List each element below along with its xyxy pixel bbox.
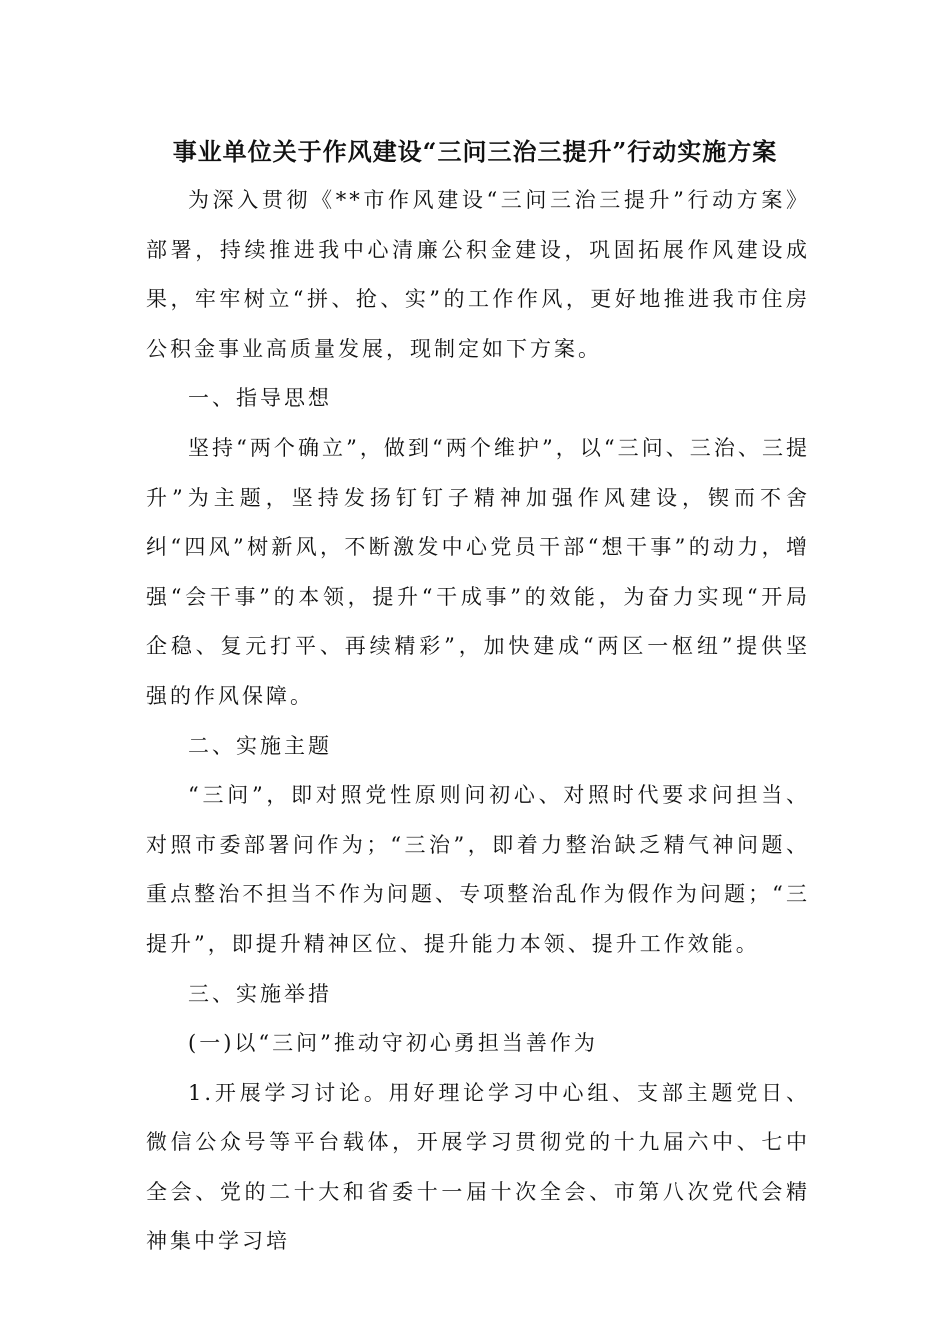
paragraph-theme: “三问”，即对照党性原则问初心、对照时代要求问担当、对照市委部署问作为；“三治”，即着力整治缺乏精气神问题、重点整治不担当不作为问题、专项整治乱作为假作为问题；“三提升”，即提升精神区位、提升能力本领、提升工作效能。	[146, 783, 810, 956]
section-heading-guiding-ideology: 一、指导思想	[188, 386, 332, 411]
paragraph-guiding-ideology: 坚持“两个确立”，做到“两个维护”，以“三问、三治、三提升”为主题，坚持发扬钉钉子精神加强作风建设，锲而不舍纠“四风”树新风，不断激发中心党员干部“想干事”的动力，增强“会干事”的本领，提升“干成事”的效能，为奋力实现“开局企稳、复元打平、再续精彩”，加快建成“两区一枢纽”提供坚强的作风保障。	[146, 435, 810, 708]
section-heading-measures: 三、实施举措	[188, 981, 332, 1006]
subsection-heading-three-questions: (一)以“三问”推动守初心勇担当善作为	[188, 1031, 598, 1056]
paragraph-intro: 为深入贯彻《**市作风建设“三问三治三提升”行动方案》部署，持续推进我中心清廉公积金建设，巩固拓展作风建设成果，牢牢树立“拼、抢、实”的工作作风，更好地推进我市住房公积金事业高质量发展，现制定如下方案。	[146, 188, 810, 361]
document-body	[146, 176, 810, 1267]
paragraph-study-discussion: 1.开展学习讨论。用好理论学习中心组、支部主题党日、微信公众号等平台载体，开展学习贯彻党的十九届六中、七中全会、党的二十大和省委十一届十次全会、市第八次党代会精神集中学习培	[146, 1080, 810, 1254]
document-title: 事业单位关于作风建设“三问三治三提升”行动实施方案	[172, 137, 778, 166]
section-heading-theme: 二、实施主题	[188, 733, 332, 758]
